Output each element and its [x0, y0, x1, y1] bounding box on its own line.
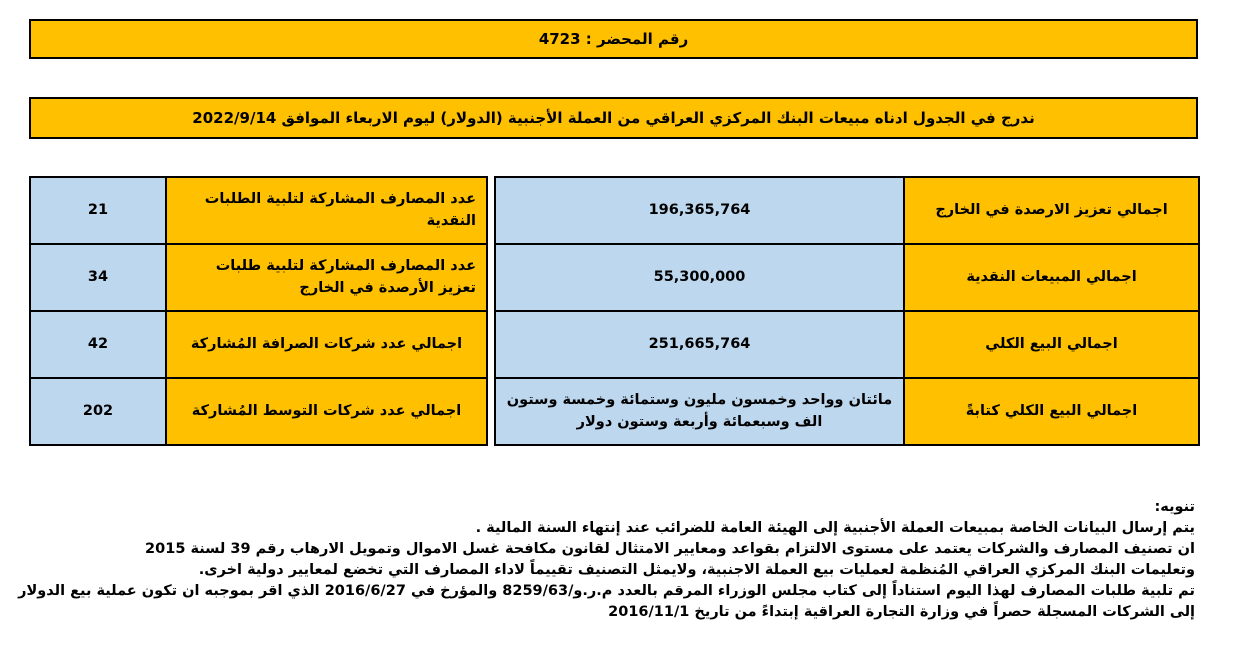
- note-line: إلى الشركات المسجلة حصراً في وزارة التجارة العراقية إبتداءً من تاريخ 2016/11/1: [608, 604, 1195, 620]
- banks-cash-label: عدد المصارف المشاركة لتلبية الطلبات النقدية: [166, 177, 487, 244]
- table-row: [495, 378, 1199, 445]
- table-row: [30, 244, 487, 311]
- note-line: يتم إرسال البيانات الخاصة بمبيعات العملة الأجنبية إلى الهيئة العامة للضرائب عند إنتهاء السنة المالية .: [475, 520, 1195, 536]
- participants-table: [29, 176, 488, 446]
- exchange-companies-count: 42: [30, 311, 166, 378]
- note-line: ان تصنيف المصارف والشركات يعتمد على مستوى الالتزام بقواعد ومعايير الامتثال لقانون مكافحة غسل الاموال وتمويل الارهاب رقم 39 لسنة 2015: [145, 541, 1195, 557]
- banks-abroad-label: عدد المصارف المشاركة لتلبية طلبات تعزيز الأرصدة في الخارج: [166, 244, 487, 311]
- abroad-transfers-value: 196,365,764: [495, 177, 904, 244]
- note-line: تم تلبية طلبات المصارف لهذا اليوم استناداً إلى كتاب مجلس الوزراء المرقم بالعدد م.ر.و/8259/63 والمؤرخ في 2016/6/27 الذي اقر بموجبه ان تكون عملية بيع الدولار: [18, 583, 1195, 599]
- notes-title: تنويه:: [1154, 499, 1195, 515]
- sales-table: [494, 176, 1200, 446]
- table-row: [495, 311, 1199, 378]
- banks-cash-count: 21: [30, 177, 166, 244]
- cash-sales-value: 55,300,000: [495, 244, 904, 311]
- banks-abroad-count: 34: [30, 244, 166, 311]
- record-number-banner: [29, 19, 1198, 59]
- table-row: [30, 177, 487, 244]
- total-sales-label: اجمالي البيع الكلي: [904, 311, 1199, 378]
- notes-section: [18, 497, 1195, 623]
- total-sales-value: 251,665,764: [495, 311, 904, 378]
- table-row: [30, 378, 487, 445]
- table-row: [30, 311, 487, 378]
- table-row: [495, 177, 1199, 244]
- brokerage-companies-label: اجمالي عدد شركات التوسط المُشاركة: [166, 378, 487, 445]
- total-sales-written-label: اجمالي البيع الكلي كتابةً: [904, 378, 1199, 445]
- note-line: وتعليمات البنك المركزي العراقي المُنظمة لعمليات بيع العملة الاجنبية، ولايمثل التصنيف تقييماً لاداء المصارف التي تخضع لمعايير دولية اخرى.: [198, 562, 1195, 578]
- table-row: [495, 244, 1199, 311]
- exchange-companies-label: اجمالي عدد شركات الصرافة المُشاركة: [166, 311, 487, 378]
- record-number: رقم المحضر : 4723: [538, 30, 689, 48]
- brokerage-companies-count: 202: [30, 378, 166, 445]
- abroad-transfers-label: اجمالي تعزيز الارصدة في الخارج: [904, 177, 1199, 244]
- cash-sales-label: اجمالي المبيعات النقدية: [904, 244, 1199, 311]
- total-sales-written-value: مائتان وواحد وخمسون مليون وستمائة وخمسة وستون الف وسبعمائة وأربعة وستون دولار: [495, 378, 904, 445]
- intro-text: ندرج في الجدول ادناه مبيعات البنك المركزي العراقي من العملة الأجنبية (الدولار) ليوم الاربعاء الموافق 2022/9/14: [192, 109, 1035, 127]
- intro-banner: [29, 97, 1198, 139]
